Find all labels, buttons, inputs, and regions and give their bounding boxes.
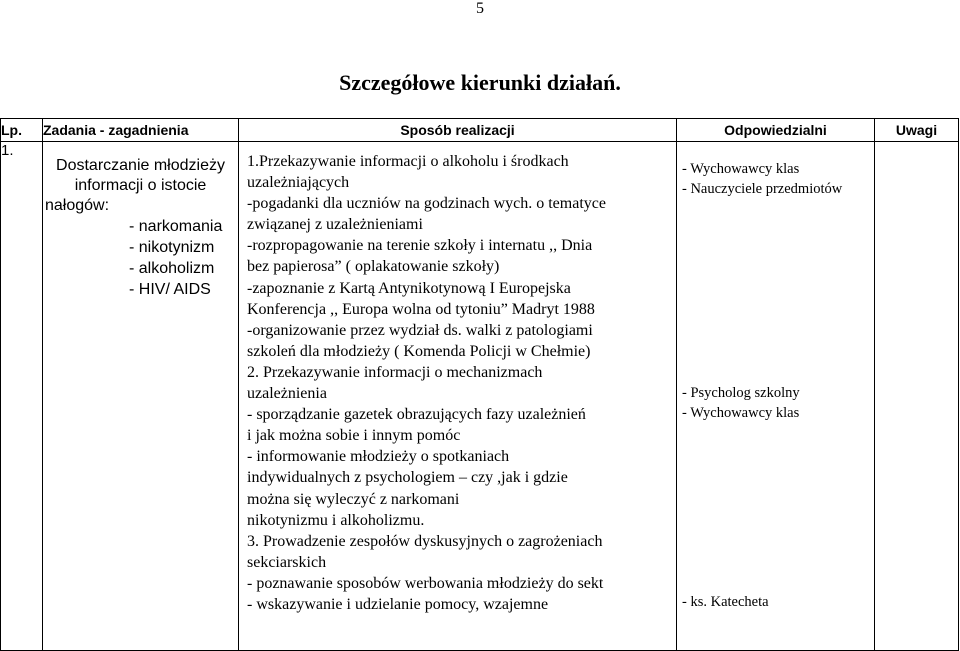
method-line: sekciarskich: [247, 553, 327, 571]
method-line: - sporządzanie gazetek obrazujących fazy uzależnień: [247, 406, 586, 424]
method-line: -organizowanie przez wydział ds. walki z patologiami: [247, 321, 593, 339]
task-title-line: Dostarczanie młodzieży: [56, 157, 225, 174]
method-line: 1.Przekazywanie informacji o alkoholu i środkach: [247, 153, 569, 170]
method-line: -rozpropagowanie na terenie szkoły i internatu ,, Dnia: [247, 237, 593, 255]
method-line: można się wyleczyć z narkomani: [247, 490, 460, 508]
header-method: Sposób realizacji: [239, 119, 677, 142]
method-line: - informowanie młodzieży o spotkaniach: [247, 448, 510, 466]
method-line: -pogadanki dla uczniów na godzinach wych. o tematyce: [247, 195, 606, 213]
list-item: - nikotynizm: [129, 239, 215, 256]
header-responsible: Odpowiedzialni: [677, 119, 875, 142]
responsible-group: [682, 384, 800, 423]
responsible-group: [682, 593, 769, 613]
method-line: Konferencja ,, Europa wolna od tytoniu” Madryt 1988: [247, 300, 595, 318]
list-item: - narkomania: [129, 218, 223, 235]
method-line: 2. Przekazywanie informacji o mechanizmach: [247, 363, 543, 381]
list-item: - alkoholizm: [129, 260, 215, 277]
method-line: - poznawanie sposobów werbowania młodzieży do sekt: [247, 574, 604, 592]
method-line: - wskazywanie i udzielanie pomocy, wzajemne: [247, 595, 549, 613]
responsible-entry: - Nauczyciele przedmiotów: [682, 180, 843, 197]
responsible-entry: - Wychowawcy klas: [682, 161, 800, 177]
header-tasks: Zadania - zagadnienia: [43, 119, 239, 142]
header-notes: Uwagi: [875, 119, 959, 142]
table-header-row: [1, 119, 959, 142]
method-line: 3. Prowadzenie zespołów dyskusyjnych o zagrożeniach: [247, 532, 603, 550]
document-title: Szczegółowe kierunki działań.: [339, 70, 621, 95]
header-lp: Lp.: [1, 119, 43, 142]
task-title-line: nałogów:: [45, 197, 110, 214]
method-line: -zapoznanie z Kartą Antynikotynową I Europejska: [247, 279, 571, 297]
task-cell: [43, 142, 239, 651]
page-number: 5: [476, 0, 484, 17]
table-row: [1, 142, 959, 651]
method-line: uzależniających: [247, 174, 350, 192]
method-cell: [239, 142, 677, 651]
responsible-entry: - Wychowawcy klas: [682, 404, 800, 421]
method-line: bez papierosa” ( oplakatowanie szkoły): [247, 258, 500, 276]
responsible-entry: - ks. Katecheta: [682, 594, 769, 610]
responsible-group: [682, 160, 842, 199]
task-title-line: informacji o istocie: [74, 177, 207, 194]
method-line: uzależnienia: [247, 385, 327, 403]
method-lines: [239, 142, 676, 615]
method-line: i jak można sobie i innym pomóc: [247, 427, 461, 445]
method-line: nikotynizmu i alkoholizmu.: [247, 511, 425, 529]
task-title: [43, 142, 238, 216]
row-number: 1.: [1, 142, 43, 651]
notes-cell: [875, 142, 959, 651]
method-line: indywidualnych z psychologiem – czy ,jak i gdzie: [247, 469, 568, 487]
method-line: związanej z uzależnieniami: [247, 216, 423, 234]
method-line: szkoleń dla młodzieży ( Komenda Policji w Chełmie): [247, 342, 591, 360]
task-list: [43, 216, 238, 300]
responsible-entry: - Psycholog szkolny: [682, 385, 800, 401]
list-item: - HIV/ AIDS: [129, 281, 211, 298]
